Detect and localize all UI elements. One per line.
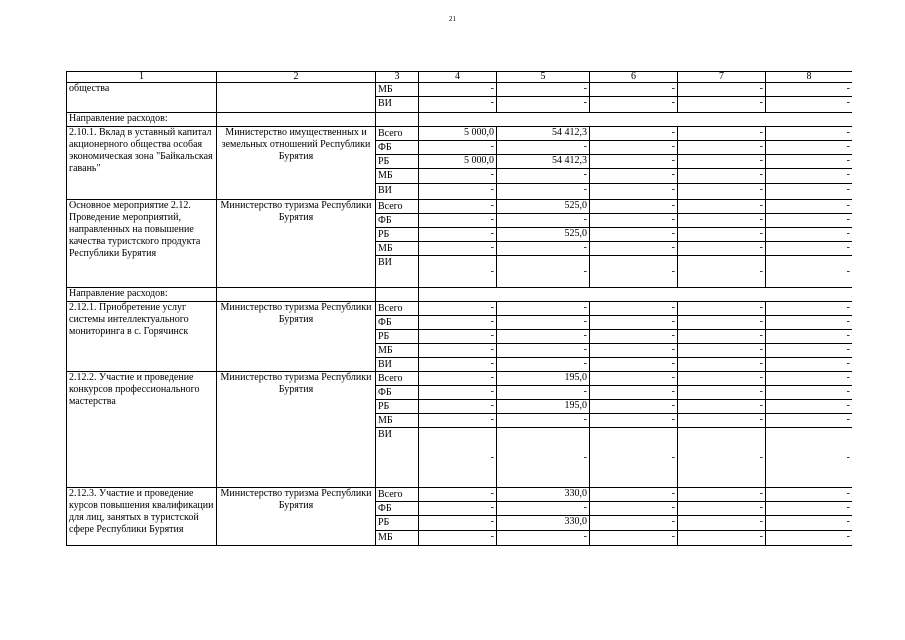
value-cell-col4: - [419,141,497,155]
value-cell-col7: - [678,256,766,288]
table-body [67,83,853,546]
value-cell-col7: - [678,155,766,169]
value-cell-col4: - [419,316,497,330]
value-cell-col7: - [678,127,766,141]
executor-cell [217,83,376,113]
value-cell-col6: - [590,414,678,428]
funding-source-cell: Всего [376,200,419,214]
value-cell-col8: - [766,488,853,502]
value-cell-col4: 5 000,0 [419,127,497,141]
section-subheader: Направление расходов: [67,288,217,302]
value-cell-col4: - [419,97,497,113]
value-cell-col6: - [590,141,678,155]
funding-source-cell: ФБ [376,214,419,228]
value-cell-col7: - [678,531,766,546]
value-cell-col5: - [497,242,590,256]
value-cell-col8: - [766,531,853,546]
budget-table-container [66,71,852,573]
value-cell-col6: - [590,97,678,113]
value-cell-col8: - [766,83,853,97]
funding-source-cell: Всего [376,302,419,316]
funding-source-cell: ВИ [376,97,419,113]
value-cell-col5: - [497,531,590,546]
column-header: 2 [217,72,376,83]
measure-name-cell: 2.12.3. Участие и проведение курсов повышения квалификации для лиц, занятых в туристской сфере Республики Бурятия [67,488,217,546]
value-cell-col8: - [766,228,853,242]
value-cell-col4: - [419,502,497,516]
value-cell-col7: - [678,502,766,516]
funding-source-cell: ФБ [376,141,419,155]
value-cell-col4: - [419,83,497,97]
value-cell-col6: - [590,358,678,372]
value-cell-col7: - [678,516,766,531]
executor-cell: Министерство туризма Республики Бурятия [217,200,376,288]
value-cell-col6: - [590,531,678,546]
value-cell-col8: - [766,330,853,344]
value-cell-col8: - [766,184,853,200]
value-cell-col5: - [497,83,590,97]
page-number: 21 [449,15,456,23]
value-cell-col7: - [678,97,766,113]
funding-source-cell: ВИ [376,428,419,488]
funding-source-cell: МБ [376,531,419,546]
value-cell-col7: - [678,184,766,200]
value-cell-col4: - [419,200,497,214]
value-cell-col6: - [590,344,678,358]
value-cell-col4: - [419,228,497,242]
funding-source-cell: ФБ [376,386,419,400]
value-cell-col4: - [419,256,497,288]
value-cell-col6: - [590,316,678,330]
value-cell-col6: - [590,428,678,488]
blank-cell [419,288,853,302]
value-cell-col6: - [590,184,678,200]
value-cell-col8: - [766,386,853,400]
measure-name-cell: 2.10.1. Вклад в уставный капитал акционерного общества особая экономическая зона "Байкальская гавань" [67,127,217,200]
value-cell-col5: 195,0 [497,400,590,414]
value-cell-col4: - [419,531,497,546]
executor-cell: Министерство имущественных и земельных отношений Республики Бурятия [217,127,376,200]
value-cell-col5: 525,0 [497,228,590,242]
column-header: 8 [766,72,853,83]
value-cell-col5: - [497,358,590,372]
value-cell-col6: - [590,516,678,531]
value-cell-col8: - [766,302,853,316]
executor-cell: Министерство туризма Республики Бурятия [217,372,376,488]
value-cell-col4: - [419,358,497,372]
value-cell-col5: - [497,502,590,516]
funding-source-cell: Всего [376,488,419,502]
funding-source-cell: РБ [376,400,419,414]
funding-source-cell: Всего [376,372,419,386]
funding-source-cell: МБ [376,344,419,358]
value-cell-col8: - [766,428,853,488]
funding-source-cell: ВИ [376,358,419,372]
value-cell-col6: - [590,330,678,344]
value-cell-col8: - [766,516,853,531]
column-number-row [67,72,853,83]
value-cell-col6: - [590,242,678,256]
value-cell-col5: - [497,316,590,330]
value-cell-col5: - [497,184,590,200]
value-cell-col6: - [590,155,678,169]
value-cell-col7: - [678,488,766,502]
value-cell-col5: - [497,302,590,316]
funding-source-cell: ФБ [376,502,419,516]
value-cell-col5: 330,0 [497,488,590,502]
funding-source-cell: МБ [376,414,419,428]
value-cell-col7: - [678,200,766,214]
blank-cell [376,288,419,302]
value-cell-col7: - [678,214,766,228]
table-row [67,200,853,214]
column-header: 6 [590,72,678,83]
value-cell-col4: 5 000,0 [419,155,497,169]
value-cell-col5: - [497,344,590,358]
value-cell-col6: - [590,400,678,414]
value-cell-col4: - [419,242,497,256]
table-row [67,372,853,386]
funding-source-cell: ФБ [376,316,419,330]
value-cell-col6: - [590,502,678,516]
value-cell-col4: - [419,428,497,488]
value-cell-col6: - [590,256,678,288]
value-cell-col4: - [419,169,497,184]
value-cell-col5: - [497,414,590,428]
value-cell-col7: - [678,169,766,184]
measure-name-cell: Основное мероприятие 2.12. Проведение мероприятий, направленных на повышение качества туристского продукта Республики Бурятия [67,200,217,288]
blank-cell [217,113,376,127]
value-cell-col4: - [419,386,497,400]
blank-cell [217,288,376,302]
value-cell-col6: - [590,488,678,502]
value-cell-col7: - [678,372,766,386]
table-row [67,83,853,97]
value-cell-col8: - [766,242,853,256]
column-header: 7 [678,72,766,83]
value-cell-col8: - [766,127,853,141]
funding-source-cell: РБ [376,228,419,242]
value-cell-col7: - [678,344,766,358]
value-cell-col6: - [590,386,678,400]
value-cell-col7: - [678,302,766,316]
table-row [67,302,853,316]
funding-source-cell: ВИ [376,256,419,288]
executor-cell: Министерство туризма Республики Бурятия [217,302,376,372]
measure-name-cell: общества [67,83,217,113]
value-cell-col5: - [497,169,590,184]
executor-cell: Министерство туризма Республики Бурятия [217,488,376,546]
value-cell-col6: - [590,302,678,316]
measure-name-cell: 2.12.1. Приобретение услуг системы интеллектуального мониторинга в с. Горячинск [67,302,217,372]
value-cell-col7: - [678,428,766,488]
value-cell-col7: - [678,386,766,400]
value-cell-col5: - [497,256,590,288]
value-cell-col4: - [419,372,497,386]
value-cell-col4: - [419,400,497,414]
value-cell-col8: - [766,316,853,330]
value-cell-col4: - [419,488,497,502]
value-cell-col5: - [497,214,590,228]
value-cell-col6: - [590,372,678,386]
funding-source-cell: РБ [376,330,419,344]
value-cell-col8: - [766,372,853,386]
value-cell-col4: - [419,214,497,228]
budget-table [66,71,852,546]
value-cell-col5: - [497,97,590,113]
funding-source-cell: ВИ [376,184,419,200]
column-header: 1 [67,72,217,83]
value-cell-col5: 54 412,3 [497,155,590,169]
value-cell-col8: - [766,200,853,214]
value-cell-col8: - [766,414,853,428]
value-cell-col4: - [419,344,497,358]
value-cell-col8: - [766,97,853,113]
value-cell-col8: - [766,169,853,184]
blank-cell [376,113,419,127]
section-subheader-row [67,113,853,127]
value-cell-col6: - [590,127,678,141]
value-cell-col8: - [766,400,853,414]
funding-source-cell: РБ [376,155,419,169]
value-cell-col7: - [678,330,766,344]
value-cell-col6: - [590,200,678,214]
value-cell-col5: - [497,386,590,400]
table-row [67,488,853,502]
value-cell-col7: - [678,141,766,155]
funding-source-cell: Всего [376,127,419,141]
funding-source-cell: МБ [376,242,419,256]
value-cell-col8: - [766,358,853,372]
funding-source-cell: МБ [376,169,419,184]
value-cell-col4: - [419,330,497,344]
value-cell-col8: - [766,256,853,288]
value-cell-col4: - [419,516,497,531]
value-cell-col4: - [419,414,497,428]
value-cell-col5: 54 412,3 [497,127,590,141]
value-cell-col6: - [590,83,678,97]
value-cell-col7: - [678,414,766,428]
value-cell-col8: - [766,344,853,358]
value-cell-col7: - [678,358,766,372]
value-cell-col5: 195,0 [497,372,590,386]
value-cell-col8: - [766,141,853,155]
value-cell-col8: - [766,502,853,516]
funding-source-cell: МБ [376,83,419,97]
value-cell-col8: - [766,214,853,228]
value-cell-col5: 525,0 [497,200,590,214]
measure-name-cell: 2.12.2. Участие и проведение конкурсов профессионального мастерства [67,372,217,488]
section-subheader-row [67,288,853,302]
funding-source-cell: РБ [376,516,419,531]
value-cell-col5: 330,0 [497,516,590,531]
value-cell-col4: - [419,184,497,200]
value-cell-col5: - [497,428,590,488]
value-cell-col7: - [678,400,766,414]
value-cell-col5: - [497,330,590,344]
section-subheader: Направление расходов: [67,113,217,127]
column-header: 5 [497,72,590,83]
value-cell-col7: - [678,228,766,242]
column-header: 3 [376,72,419,83]
value-cell-col7: - [678,316,766,330]
value-cell-col6: - [590,169,678,184]
column-header: 4 [419,72,497,83]
value-cell-col6: - [590,228,678,242]
value-cell-col4: - [419,302,497,316]
blank-cell [419,113,853,127]
value-cell-col6: - [590,214,678,228]
table-row [67,127,853,141]
value-cell-col5: - [497,141,590,155]
value-cell-col8: - [766,155,853,169]
value-cell-col7: - [678,83,766,97]
value-cell-col7: - [678,242,766,256]
